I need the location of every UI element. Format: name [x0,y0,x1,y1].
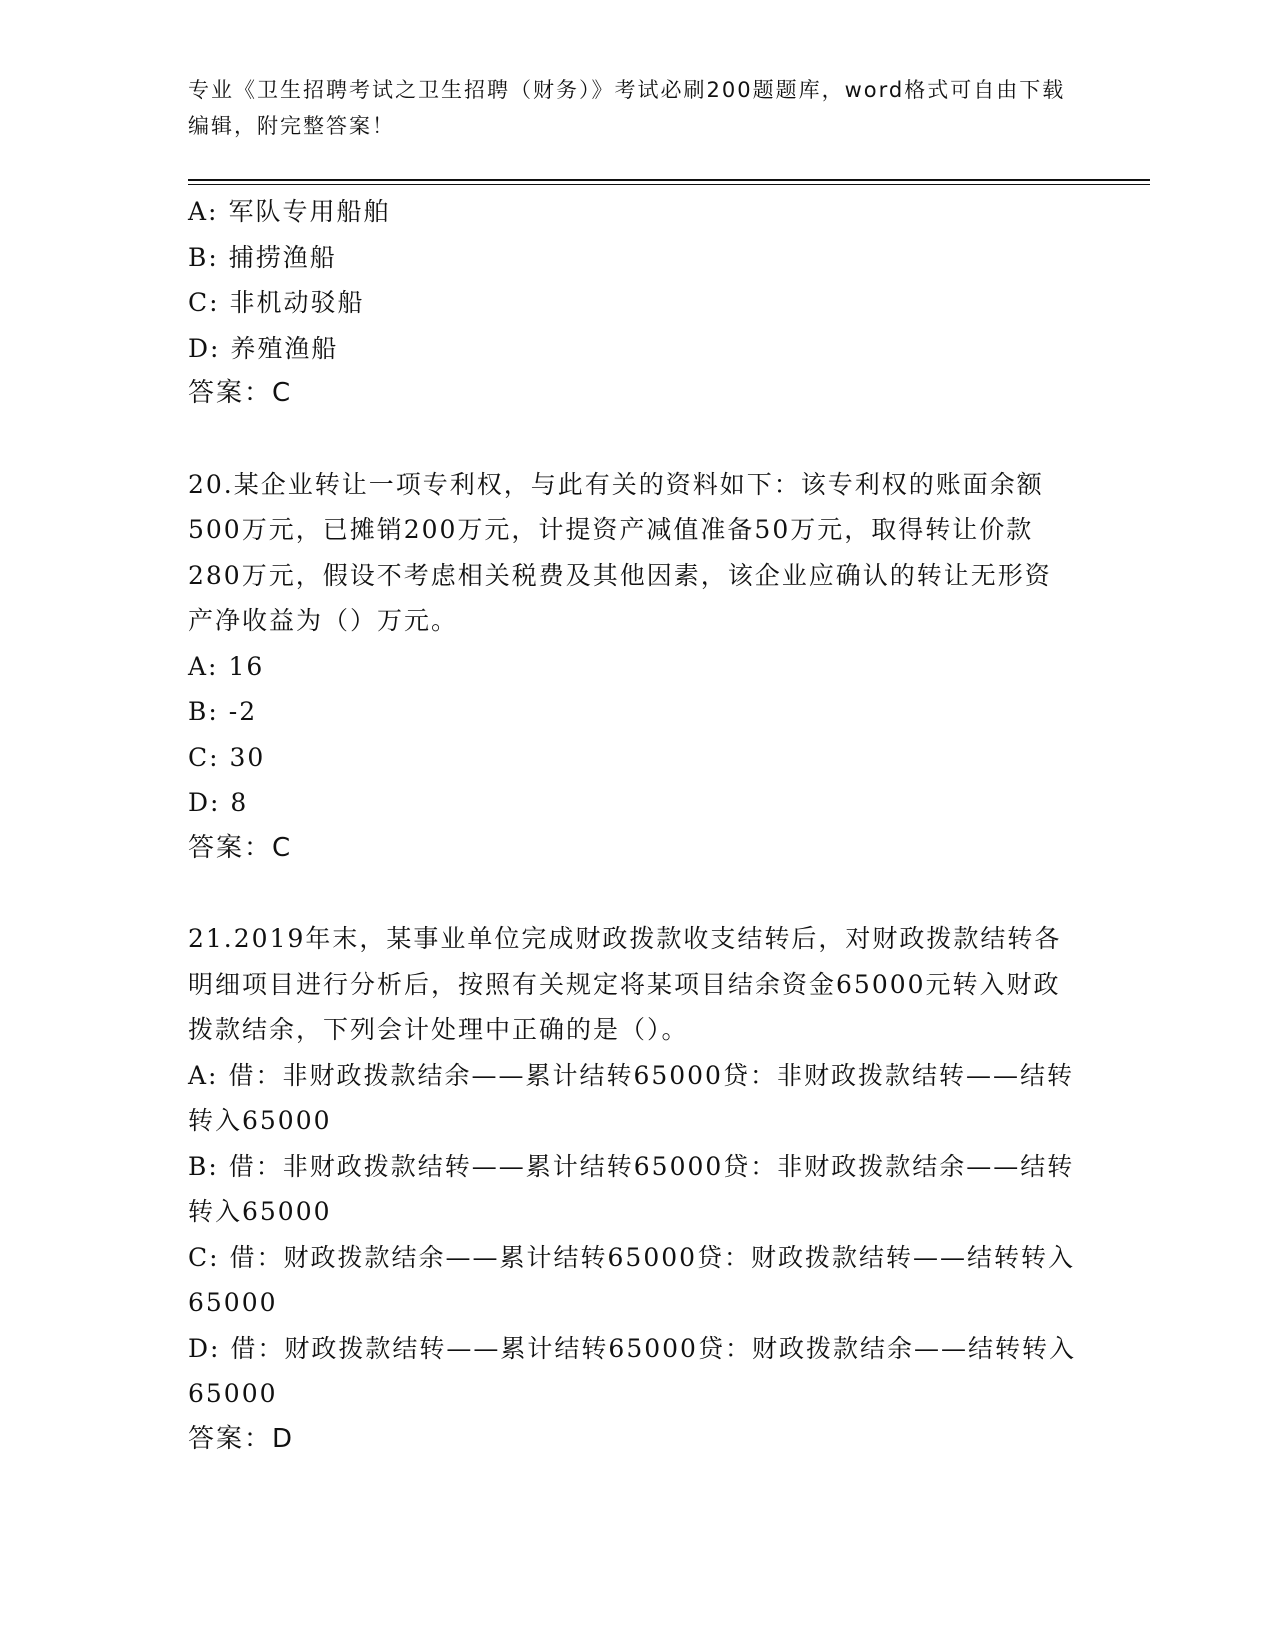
option-label: A: [188,1060,219,1090]
header-divider-thick [188,179,1150,181]
question-text: 20.某企业转让一项专利权，与此有关的资料如下：该专利权的账面余额500万元，已摊销200万元，计提资产减值准备50万元，取得转让价款280万元，假设不考虑相关税费及其他因素，该企业应确认的转让无形资产净收益为（）万元。 [188,469,1052,635]
option-text: 16 [228,651,265,681]
option-label: D: [188,788,221,817]
answer-line: 答案：C [188,832,293,863]
option-b [188,1144,1078,1235]
option-text: 借：财政拨款结余——累计结转65000贷：财政拨款结转——结转转入65000 [188,1242,1076,1317]
option-a [188,189,1088,235]
option-text: 军队专用船舶 [228,197,391,226]
option-c [188,1235,1078,1326]
answer-line: 答案：C [188,378,293,408]
question-21 [188,916,1088,1462]
option-label: C: [188,1242,220,1272]
document-header: 专业《卫生招聘考试之卫生招聘（财务）》考试必刷200题题库，word格式可自由下载编辑，附完整答案！ [188,78,1066,138]
option-text: 捕捞渔船 [228,242,337,272]
option-label: A: [188,197,219,226]
spacer [188,417,1088,462]
option-text: 养殖渔船 [230,333,339,363]
option-text: 借：非财政拨款结转——累计结转65000贷：非财政拨款结余——结转转入65000 [188,1151,1075,1226]
option-text: 8 [230,788,249,817]
option-label: B: [188,1151,219,1181]
option-a [188,644,1088,690]
option-label: C: [188,742,220,772]
option-b [188,235,1088,281]
option-text: 非机动驳船 [229,288,365,317]
spacer [188,871,1088,916]
option-b [188,689,1088,735]
option-text: -2 [228,697,258,726]
header-divider-thin [188,184,1150,185]
option-label: B: [188,697,219,726]
question-20 [188,462,1088,872]
option-d [188,780,1088,826]
option-text: 30 [229,742,266,772]
option-label: A: [188,651,219,681]
document-body [188,189,1088,1462]
option-d [188,326,1088,372]
option-label: B: [188,242,219,272]
option-d [188,1326,1078,1417]
option-text: 借：财政拨款结转——累计结转65000贷：财政拨款结余——结转转入65000 [188,1333,1076,1408]
option-a [188,1053,1078,1144]
question-19-options [188,189,1088,417]
option-label: C: [188,288,220,317]
option-c [188,735,1088,781]
option-c [188,280,1088,326]
option-text: 借：非财政拨款结余——累计结转65000贷：非财政拨款结转——结转转入65000 [188,1060,1074,1135]
question-text: 21.2019年末，某事业单位完成财政拨款收支结转后，对财政拨款结转各明细项目进行分析后，按照有关规定将某项目结余资金65000元转入财政拨款结余，下列会计处理中正确的是（）。 [188,924,1062,1044]
option-label: D: [188,333,221,363]
option-label: D: [188,1333,221,1363]
answer-line: 答案：D [188,1423,295,1454]
